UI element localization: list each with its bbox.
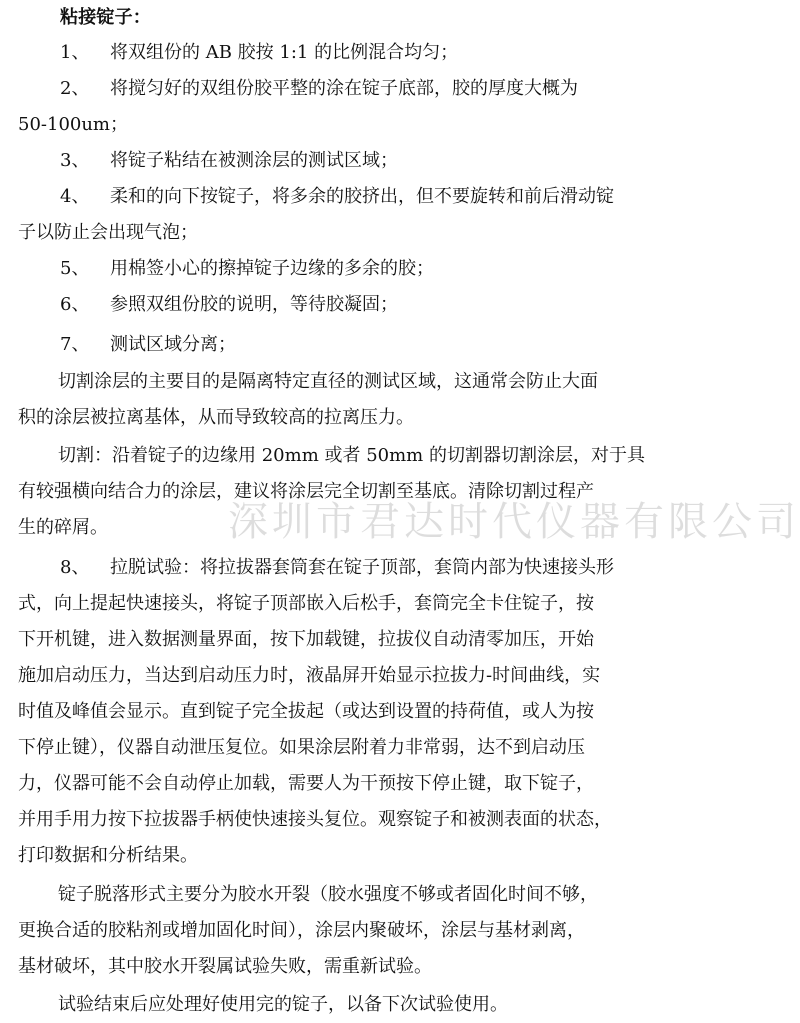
step-number: 5、 [60, 258, 90, 279]
step-text-continued: 并用手用力按下拉拔器手柄使快速接头复位。观察锭子和被测表面的状态， [18, 809, 612, 830]
step-number: 1、 [60, 42, 90, 63]
paragraph-line: 积的涂层被拉离基体，从而导致较高的拉离压力。 [18, 407, 414, 428]
step-text-continued: 50-100um； [18, 114, 129, 135]
company-watermark: 深圳市君达时代仪器有限公司 [228, 499, 800, 545]
step-text: 将双组份的 AB 胶按 1:1 的比例混合均匀； [110, 42, 459, 63]
step-text-continued: 子以防止会出现气泡； [18, 222, 198, 243]
step-number: 6、 [60, 294, 90, 315]
step-number: 3、 [60, 150, 90, 171]
step-text-continued: 打印数据和分析结果。 [18, 845, 198, 866]
step-number: 4、 [60, 186, 90, 207]
step-text: 测试区域分离； [110, 334, 236, 355]
paragraph-line: 有较强横向结合力的涂层，建议将涂层完全切割至基底。清除切割过程产 [18, 481, 594, 502]
paragraph-line: 试验结束后应处理好使用完的锭子，以备下次试验使用。 [58, 994, 508, 1015]
step-text: 拉脱试验：将拉拔器套筒套在锭子顶部，套筒内部为快速接头形 [110, 557, 614, 578]
paragraph-line: 切割涂层的主要目的是隔离特定直径的测试区域，这通常会防止大面 [58, 371, 598, 392]
step-text: 将锭子粘结在被测涂层的测试区域； [110, 150, 398, 171]
section-title: 粘接锭子： [60, 7, 151, 28]
step-number: 8、 [60, 557, 90, 578]
paragraph-line: 更换合适的胶粘剂或增加固化时间），涂层内聚破坏，涂层与基材剥离， [18, 920, 585, 941]
paragraph-line: 切割：沿着锭子的边缘用 20mm 或者 50mm 的切割器切割涂层，对于具 [58, 445, 645, 466]
step-text: 参照双组份胶的说明，等待胶凝固； [110, 294, 398, 315]
step-number: 7、 [60, 334, 90, 355]
step-text-continued: 下开机键，进入数据测量界面，按下加载键，拉拔仪自动清零加压，开始 [18, 629, 594, 650]
paragraph-line: 基材破坏，其中胶水开裂属试验失败，需重新试验。 [18, 956, 432, 977]
step-text: 柔和的向下按锭子，将多余的胶挤出，但不要旋转和前后滑动锭 [110, 186, 614, 207]
step-text: 用棉签小心的擦掉锭子边缘的多余的胶； [110, 258, 434, 279]
paragraph-line: 锭子脱落形式主要分为胶水开裂（胶水强度不够或者固化时间不够， [58, 884, 598, 905]
step-text-continued: 力，仪器可能不会自动停止加载，需要人为干预按下停止键，取下锭子， [18, 773, 594, 794]
paragraph-line: 生的碎屑。 [18, 517, 108, 538]
step-text-continued: 施加启动压力，当达到启动压力时，液晶屏开始显示拉拔力-时间曲线，实 [18, 665, 601, 686]
step-text-continued: 式，向上提起快速接头，将锭子顶部嵌入后松手，套筒完全卡住锭子，按 [18, 593, 594, 614]
step-text-continued: 下停止键），仪器自动泄压复位。如果涂层附着力非常弱，达不到启动压 [18, 737, 585, 758]
step-number: 2、 [60, 78, 90, 99]
step-text: 将搅匀好的双组份胶平整的涂在锭子底部，胶的厚度大概为 [110, 78, 578, 99]
step-text-continued: 时值及峰值会显示。直到锭子完全拔起（或达到设置的持荷值，或人为按 [18, 701, 594, 722]
